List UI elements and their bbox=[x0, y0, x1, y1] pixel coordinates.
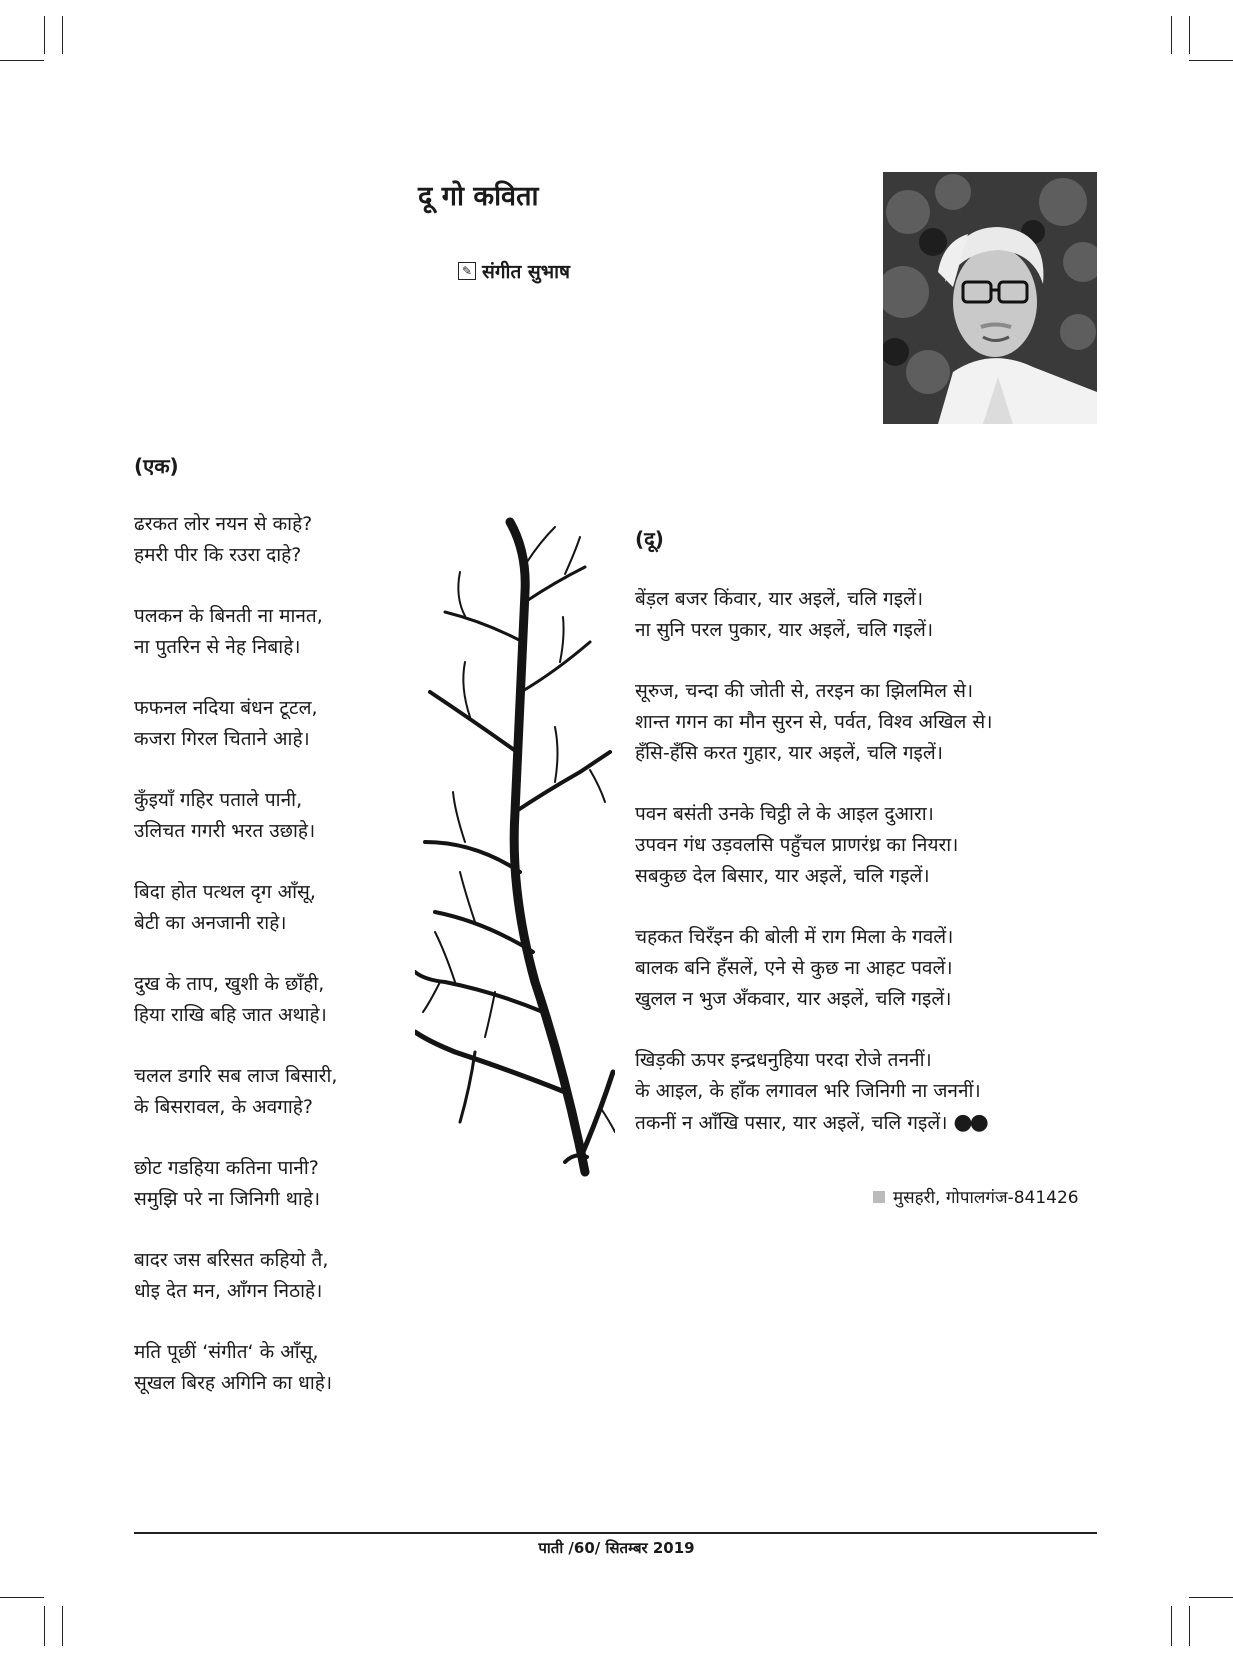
stanza bbox=[635, 922, 992, 1015]
verse-line: कुँइयाँ गहिर पताले पानी, bbox=[134, 789, 303, 811]
verse-line: बेटी का अनजानी राहे। bbox=[134, 912, 287, 934]
verse-line: बिदा होत पत्थल दृग आँसू, bbox=[134, 881, 316, 903]
stanza bbox=[134, 969, 337, 1031]
stanza bbox=[635, 584, 992, 646]
verse-line: समुझि परे ना जिनिगी थाहे। bbox=[134, 1188, 321, 1210]
stanza bbox=[134, 1061, 337, 1123]
poem-one-label: (एक) bbox=[134, 454, 179, 478]
verse-line: सबकुछ देल बिसार, यार अइलें, चलि गइलें। bbox=[635, 865, 930, 887]
verse-line: ढरकत लोर नयन से काहे? bbox=[134, 513, 313, 535]
square-bullet-icon bbox=[873, 1191, 885, 1203]
verse-line: खिड़की ऊपर इन्द्रधनुहिया परदा रोजे तननीं। bbox=[635, 1049, 932, 1071]
poem-two bbox=[635, 584, 992, 1169]
address-text: मुसहरी, गोपालगंज-841426 bbox=[893, 1188, 1079, 1208]
author-photo bbox=[883, 172, 1097, 424]
verse-line: के आइल, के हाँक लगावल भरि जिनिगी ना जननीं। bbox=[635, 1080, 981, 1102]
verse-line: सूखल बिरह अगिनि का धाहे। bbox=[134, 1372, 333, 1394]
stanza bbox=[134, 509, 337, 571]
verse-line: हिया राखि बहि जात अथाहे। bbox=[134, 1004, 327, 1026]
poem-one bbox=[134, 509, 337, 1429]
verse-line: बालक बनि हँसलें, एने से कुछ ना आहट पवलें। bbox=[635, 957, 953, 979]
verse-text: तकनीं न आँखि पसार, यार अइलें, चलि गइलें। bbox=[635, 1112, 948, 1134]
verse-line: दुख के ताप, खुशी के छाँही, bbox=[134, 973, 325, 995]
verse-line: उलिचत गगरी भरत उछाहे। bbox=[134, 820, 316, 842]
verse-line bbox=[635, 1107, 992, 1139]
verse-line: हँसि-हँसि करत गुहार, यार अइलें, चलि गइलें। bbox=[635, 742, 943, 764]
pen-icon: ✎ bbox=[458, 262, 476, 280]
stanza bbox=[134, 1337, 337, 1399]
stanza bbox=[635, 676, 992, 769]
verse-line: उपवन गंध उड़वलसि पहुँचल प्राणरंध्र का नियरा। bbox=[635, 834, 959, 856]
page-title: दू गो कविता bbox=[418, 181, 539, 212]
verse-line: ना सुनि परल पुकार, यार अइलें, चलि गइलें। bbox=[635, 619, 934, 641]
bare-tree-illustration bbox=[415, 512, 615, 1180]
verse-line: बादर जस बरिसत कहियो तै, bbox=[134, 1249, 329, 1271]
verse-line: हमरी पीर कि रउरा दाहे? bbox=[134, 544, 302, 566]
verse-line: कजरा गिरल चिताने आहे। bbox=[134, 728, 310, 750]
stanza bbox=[134, 601, 337, 663]
end-mark: ●● bbox=[953, 1110, 986, 1135]
verse-line: धोइ देत मन, आँगन निठाहे। bbox=[134, 1280, 323, 1302]
stanza bbox=[635, 1045, 992, 1139]
footer-rule bbox=[134, 1532, 1097, 1534]
poem-two-label: (दू) bbox=[635, 527, 664, 551]
stanza bbox=[134, 1245, 337, 1307]
verse-line: चहकत चिरँइन की बोली में राग मिला के गवलें। bbox=[635, 926, 954, 948]
verse-line: के बिसरावल, के अवगाहे? bbox=[134, 1096, 313, 1118]
stanza bbox=[134, 785, 337, 847]
stanza bbox=[635, 799, 992, 892]
verse-line: खुलल न भुज अँकवार, यार अइलें, चलि गइलें। bbox=[635, 988, 952, 1010]
verse-line: ना पुतरिन से नेह निबाहे। bbox=[134, 636, 301, 658]
page-footer: पाती /60/ सितम्बर 2019 bbox=[538, 1539, 695, 1557]
verse-line: पवन बसंती उनके चिट्ठी ले के आइल दुआरा। bbox=[635, 803, 934, 825]
verse-line: शान्त गगन का मौन सुरन से, पर्वत, विश्व अखिल से। bbox=[635, 711, 993, 733]
verse-line: फफनल नदिया बंधन टूटल, bbox=[134, 697, 318, 719]
verse-line: छोट गडहिया कतिना पानी? bbox=[134, 1157, 319, 1179]
verse-line: चलल डगरि सब लाज बिसारी, bbox=[134, 1065, 338, 1087]
verse-line: बेंड़ल बजर किंवार, यार अइलें, चलि गइलें। bbox=[635, 588, 924, 610]
author-address bbox=[873, 1185, 1079, 1208]
stanza bbox=[134, 877, 337, 939]
author-name: संगीत सुभाष bbox=[482, 261, 571, 283]
verse-line: मति पूछीं ‘संगीत‘ के आँसू, bbox=[134, 1341, 319, 1363]
stanza bbox=[134, 693, 337, 755]
verse-line: सूरुज, चन्दा की जोती से, तरइन का झिलमिल से। bbox=[635, 680, 974, 702]
verse-line: पलकन के बिनती ना मानत, bbox=[134, 605, 323, 627]
stanza bbox=[134, 1153, 337, 1215]
author-byline bbox=[458, 258, 570, 284]
